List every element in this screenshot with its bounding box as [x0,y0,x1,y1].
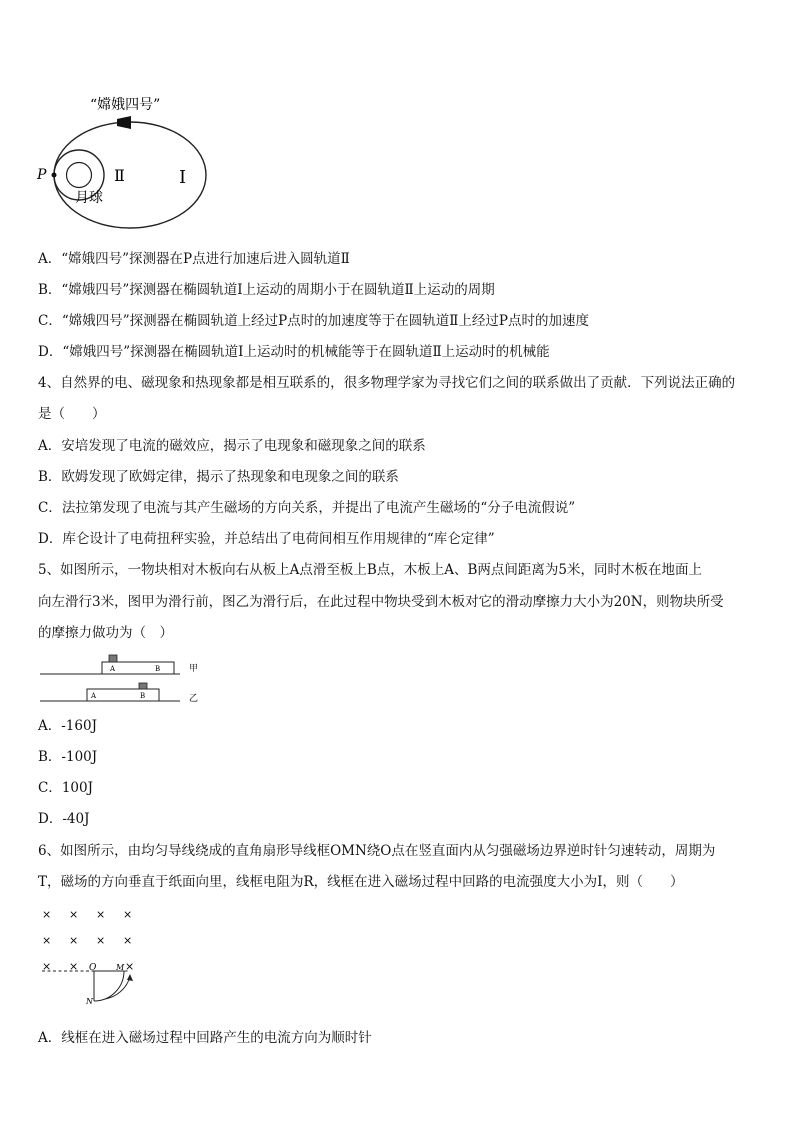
label-m: M [116,963,125,972]
field-cross: × [96,934,106,947]
q3-option-c: C．“嫦娥四号”探测器在椭圆轨道上经过P点时的加速度等于在圆轨道Ⅱ上经过P点时的加速度 [38,313,589,329]
field-cross: × [69,934,79,947]
block-jia [109,655,117,662]
orbit2-label: Ⅱ [114,166,125,185]
field-cross: × [42,960,52,973]
orbit1-label: Ⅰ [179,167,187,188]
orbit-figure [34,88,224,233]
q5-option-c: C．100J [38,780,94,796]
q3-option-d: D．“嫦娥四号”探测器在椭圆轨道Ⅰ上运动时的机械能等于在圆轨道Ⅱ上运动时的机械能 [38,344,550,360]
sliding-board-figure [38,652,208,710]
q3-option-b: B．“嫦娥四号”探测器在椭圆轨道Ⅰ上运动的周期小于在圆轨道Ⅱ上运动的周期 [38,282,495,298]
q5-stem-line-1: 5、如图所示，一物块相对木板向右从板上A点滑至板上B点，木板上A、B两点间距离为5米，同时木板在地面上 [38,562,703,578]
arrow-head-icon [127,974,133,981]
magnetic-field-figure [38,903,148,1008]
q4-option-d: D．库仑设计了电荷扭秤实验，并总结出了电荷间相互作用规律的“库仑定律” [38,531,495,547]
q3-option-a: A．“嫦娥四号”探测器在P点进行加速后进入圆轨道Ⅱ [38,251,350,267]
block-yi [139,683,147,689]
label-jia: 甲 [189,664,199,674]
field-cross: × [123,934,133,947]
q6-option-a: A．线框在进入磁场过程中回路产生的电流方向为顺时针 [38,1030,372,1046]
rotation-arrow [105,977,130,999]
q4-stem-line-1: 4、自然界的电、磁现象和热现象都是相互联系的，很多物理学家为寻找它们之间的联系做出了贡献．下列说法正确的 [38,375,736,391]
q5-option-d: D．-40J [38,811,90,827]
board-yi [87,689,159,701]
q4-option-a: A．安培发现了电流的磁效应，揭示了电现象和磁现象之间的联系 [38,438,426,454]
q6-stem-line-2: T，磁场的方向垂直于纸面向里，线框电阻为R，线框在进入磁场过程中回路的电流强度大小为I，则（ ） [38,874,684,890]
field-cross: × [69,908,79,921]
q5-option-b: B．-100J [38,749,98,765]
moon [67,163,92,188]
label-a-yi: A [91,692,97,700]
label-yi: 乙 [189,694,199,704]
q4-option-c: C．法拉第发现了电流与其产生磁场的方向关系，并提出了电流产生磁场的“分子电流假说” [38,500,576,516]
q4-stem-line-2: 是（ ） [38,406,106,422]
field-cross: × [96,908,106,921]
point-p-dot [52,173,57,178]
frame-arc-mn [94,971,124,1001]
label-b-jia: B [155,665,161,673]
point-p-label: P [37,167,47,183]
q5-stem-line-3: 的摩擦力做功为（ ） [38,625,173,641]
field-cross: × [125,960,135,973]
q6-stem-line-1: 6、如图所示，由均匀导线绕成的直角扇形导线框OMN绕O点在竖直面内从匀强磁场边界逆时针匀速转动，周期为 [38,843,716,859]
moon-label: 月球 [75,190,103,206]
probe-label: “嫦娥四号” [90,97,161,113]
field-cross: × [42,934,52,947]
probe-icon [117,116,131,129]
q5-stem-line-2: 向左滑行3米，图甲为滑行前，图乙为滑行后，在此过程中物块受到木板对它的滑动摩擦力大小为20N，则物块所受 [38,594,724,610]
label-n: N [86,997,93,1006]
label-b-yi: B [140,692,146,700]
field-cross: × [69,960,79,973]
label-a-jia: A [110,665,116,673]
q4-option-b: B．欧姆发现了欧姆定律，揭示了热现象和电现象之间的联系 [38,469,399,485]
field-cross: × [42,908,52,921]
q5-option-a: A．-160J [38,718,97,734]
label-o: O [89,963,97,973]
field-cross: × [123,908,133,921]
